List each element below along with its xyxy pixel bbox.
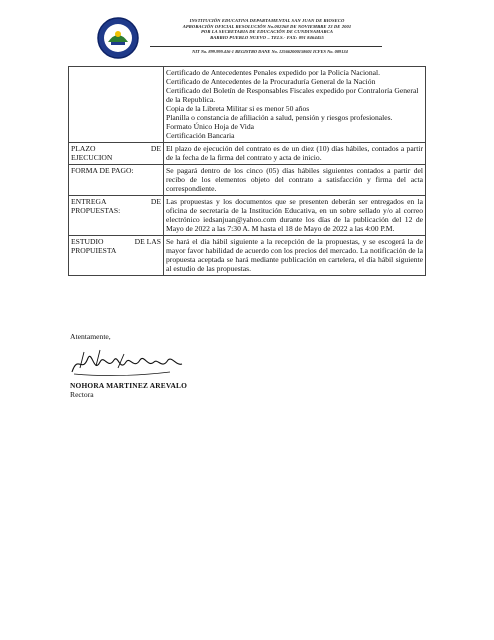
table-row [69,236,426,276]
label-part: PROPUIESTA [71,246,117,255]
label-part: PROPUESTAS: [71,206,121,215]
list-item: Planilla o constancia de afiliación a salud, pensión y riesgos profesionales. [166,113,393,122]
list-item: Certificado de Antecedentes Penales expedido por la Policía Nacional. [166,68,381,77]
letterhead-registry: NIT No. 899.999.416-1 REGISTRO DANE No. 125662000158601 ICFES No. 009134 [192,49,348,54]
table-row [69,196,426,236]
institution-logo-icon [96,16,140,60]
label-part: EJECUCION [71,153,113,162]
forma-pago-text: Se pagará dentro de los cinco (05) días hábiles siguientes contados a partir del recibo de los elementos objeto del contrato a satisfacción y firma del acta correspondiente. [164,165,426,196]
entrega-label [69,196,164,236]
letterhead-line: POR LA SECRETARIA DE EDUCACIÓN DE CUNDINAMARCA [201,29,333,35]
table-row [69,143,426,165]
estudio-label [69,236,164,276]
label-part: DE LAS [134,237,161,246]
label-part: ESTUDIO [71,237,104,246]
plazo-text: El plazo de ejecución del contrato es de un diez (10) días hábiles, contados a partir de la fecha de la firma del contrato y acta de inicio. [164,143,426,165]
letterhead-line: BARRIO PUEBLO NUEVO – TELS.- FAX: 091 8464455 [210,34,324,40]
forma-pago-label: FORMA DE PAGO: [69,165,164,196]
table-row [69,165,426,196]
label-part: PLAZO [71,144,96,153]
entrega-text: Las propuestas y los documentos que se presenten deberán ser entregados en la oficina de secretaría de la Institución Educativa, en un sobre sellado y/o al correo electrónico iedsanjuan@yahoo.com durante los días de la publicación del 12 de Mayo de 2022 a las 7:30 A. M hasta el 18 de Mayo de 2022 a las 4:00 P.M. [164,196,426,236]
list-item: Formato Único Hoja de Vida [166,122,254,131]
signer-role: Rectora [70,390,94,399]
table-row [69,67,426,143]
list-item: Copia de la Libreta Militar si es menor 50 años [166,104,310,113]
list-item: Certificado del Boletín de Responsables Fiscales expedido por Contraloría General de la Republica. [166,86,419,104]
label-part: DE [150,144,161,153]
signer-name: NOHORA MARTINEZ AREVALO [70,381,188,390]
signature-icon [70,344,188,380]
list-item: Certificado de Antecedentes de la Procuraduría General de la Nación [166,77,376,86]
estudio-text: Se hará el día hábil siguiente a la recepción de la propuestas, y se escogerá la de mayor favor habilidad de acuerdo con los precios del mercado. La notificación de la propuesta aceptada se hará mediante publicación en cartelera, el día hábil siguiente al estudio de las propuestas. [164,236,426,276]
letterhead-line: APROBACIÓN OFICIAL RESOLUCIÓN No.002268 DE NOVIEMBRE 23 DE 2001 [182,23,352,29]
empty-label-cell [69,67,164,143]
letterhead-line: INSTITUCIÓN EDUCATIVA DEPARTAMENTAL SAN JUAN DE RIOSECO [189,18,345,23]
label-part: DE [150,197,161,206]
requirements-cell [164,67,426,143]
letterhead [152,18,382,40]
contract-terms-table [68,66,426,276]
letterhead-divider [150,46,382,47]
list-item: Certificación Bancaria [166,131,235,140]
label-part: ENTREGA [71,197,107,206]
plazo-label [69,143,164,165]
salutation: Atentamente, [70,332,111,341]
